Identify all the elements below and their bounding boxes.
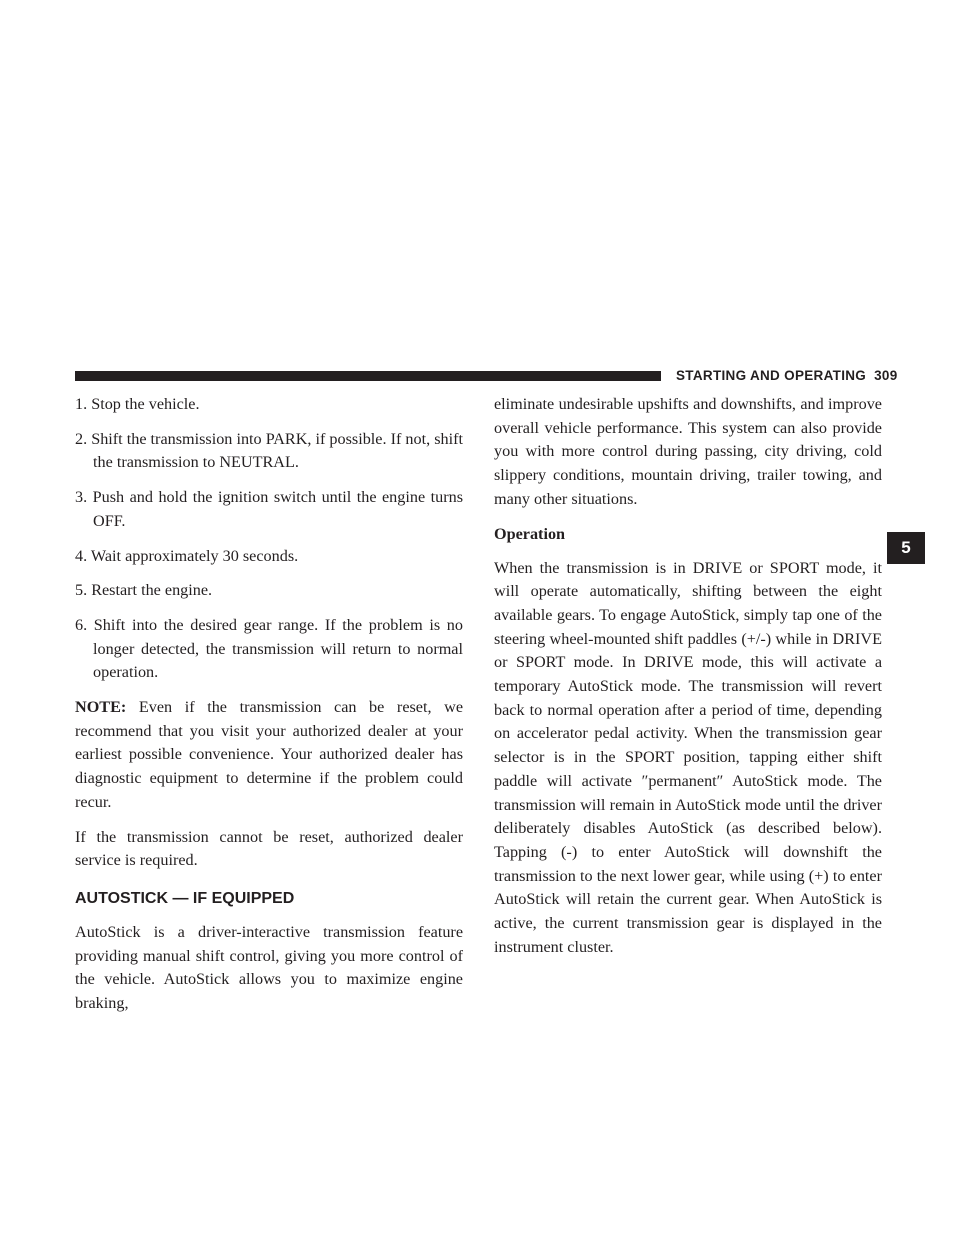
reset-paragraph: If the transmission cannot be reset, authorized dealer service is required. (75, 827, 463, 870)
operation-heading: Operation (494, 524, 566, 543)
section-title: STARTING AND OPERATING (676, 368, 867, 383)
header-rule (75, 371, 661, 381)
right-column (494, 393, 882, 970)
operation-text: When the transmission is in DRIVE or SPORT mode, it will operate automatically, shifting between the eight available gears. To engage AutoStick, simply tap one of the steering wheel-mounted shift paddles (+/-) while in DRIVE or SPORT mode. In DRIVE mode, this will activate a temporary AutoStick mode. The transmission will revert back to normal operation after a period of time, depending on accelerator pedal activity. When the transmission gear selector is in the SPORT position, tapping either shift paddle will activate ″permanent″ AutoStick mode. The transmission will remain in AutoStick mode until the driver deliberately disables AutoStick (as described below). Tapping (-) to enter AutoStick will downshift the transmission to the next lower gear, while using (+) to enter AutoStick will retain the current gear. When AutoStick is active, the current transmission gear is displayed in the instrument cluster. (494, 558, 882, 956)
section-heading: AUTOSTICK — IF EQUIPPED (75, 889, 295, 907)
step-item: 2. Shift the transmission into PARK, if possible. If not, shift the transmission to NEUTRAL. (75, 429, 463, 472)
step-item: 1. Stop the vehicle. (75, 395, 200, 413)
chapter-tab: 5 (887, 532, 925, 564)
intro-continued: eliminate undesirable upshifts and downshifts, and improve overall vehicle performance. This system can also provide you with more control during passing, city driving, cold slippery conditions, mountain driving, trailer towing, and many other situations. (494, 395, 882, 508)
left-column (75, 393, 463, 1027)
autostick-intro: AutoStick is a driver-interactive transmission feature providing manual shift control, giving you more control of the vehicle. AutoStick allows you to maximize engine braking, (75, 922, 463, 1013)
note-paragraph (75, 696, 463, 815)
step-item: 4. Wait approximately 30 seconds. (75, 546, 299, 565)
step-item: 5. Restart the engine. (75, 581, 213, 600)
running-header (676, 367, 898, 385)
note-label: NOTE: (75, 698, 127, 717)
step-item: 3. Push and hold the ignition switch until the engine turns OFF. (75, 488, 463, 530)
note-text: Even if the transmission can be reset, we recommend that you visit your authorized dealer at your earliest possible convenience. Your authorized dealer has diagnostic equipment to determine if the problem could recur. (75, 698, 464, 811)
step-item: 6. Shift into the desired gear range. If the problem is no longer detected, the transmission will return to normal operation. (75, 615, 463, 682)
page-number: 309 (874, 368, 898, 383)
